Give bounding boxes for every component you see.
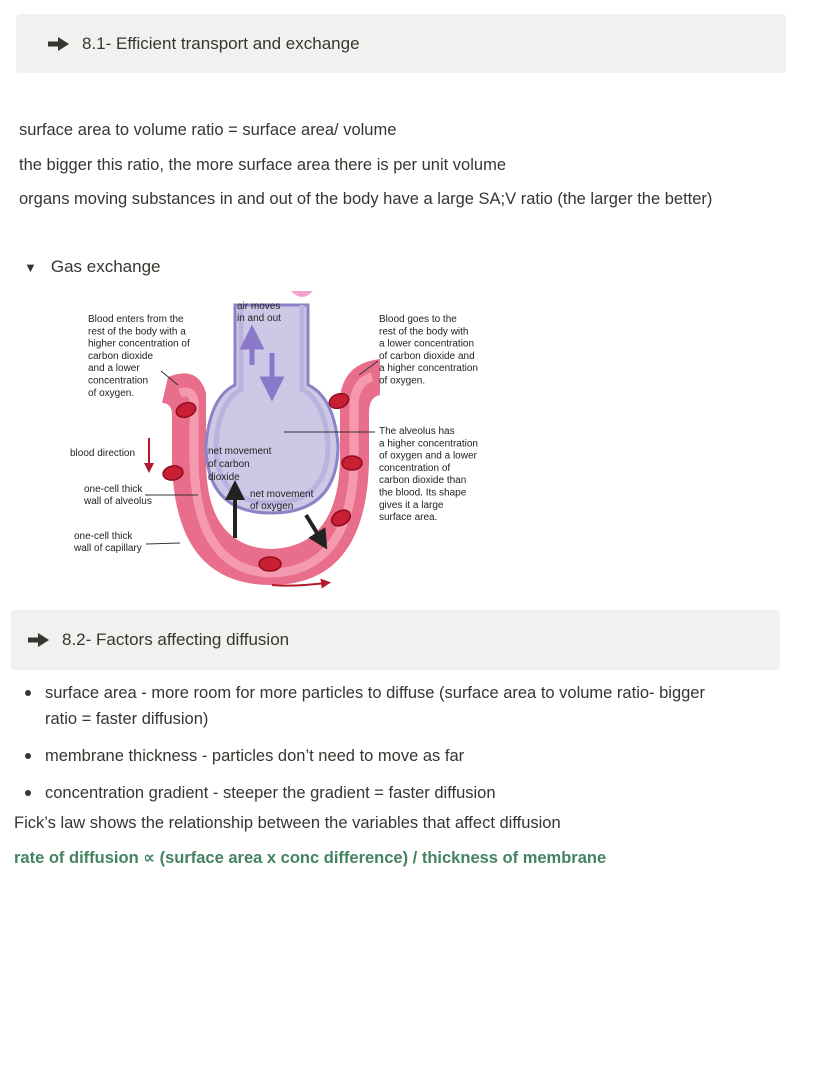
bullet-text: concentration gradient - steeper the gradient = faster diffusion <box>45 784 496 802</box>
paragraph-sa-v-ratio: surface area to volume ratio = surface area/ volume <box>19 121 397 139</box>
label-blood-goes: Blood goes to the rest of the body with a lower concentration of carbon dioxide and a higher concentration of oxygen. <box>379 314 478 387</box>
bullet-dot-icon <box>22 743 45 769</box>
label-wall-alveolus: one-cell thick wall of alveolus <box>84 484 152 507</box>
bullet-dot-icon <box>22 780 45 806</box>
gas-exchange-diagram <box>60 285 505 595</box>
paragraph-organs: organs moving substances in and out of the body have a large SA;V ratio (the larger the better) <box>19 190 713 208</box>
callout-section-8-2 <box>11 610 780 670</box>
paragraph-bigger-ratio: the bigger this ratio, the more surface area there is per unit volume <box>19 156 506 174</box>
toggle-gas-exchange[interactable] <box>24 257 161 277</box>
arrow-right-icon <box>48 37 70 51</box>
label-alveolus-note: The alveolus has a higher concentration of oxygen and a lower concentration of carbon dioxide than the blood. Its shape gives it a large surface area. <box>379 426 478 524</box>
alveolus-diagram-svg <box>60 285 505 595</box>
toggle-title: Gas exchange <box>50 257 161 276</box>
list-item <box>22 743 782 769</box>
callout-section-8-1 <box>16 14 786 73</box>
label-blood-direction: blood direction <box>70 448 136 459</box>
list-item <box>22 780 782 806</box>
bullet-text: surface area - more room for more particles to diffuse (surface area to volume ratio- bigger <box>45 684 705 702</box>
label-air-moves: air moves in and out <box>237 301 281 324</box>
bullet-list <box>22 680 782 817</box>
label-wall-capillary: one-cell thick wall of capillary <box>74 531 142 554</box>
label-net-co2: net movement of carbon dioxide <box>208 446 272 483</box>
label-blood-enters: Blood enters from the rest of the body with a higher concentration of carbon dioxide and a lower concentration of oxygen. <box>88 314 190 399</box>
section-8-2-title: 8.2- Factors affecting diffusion <box>62 630 290 649</box>
section-8-1-title: 8.1- Efficient transport and exchange <box>82 33 360 53</box>
bullet-dot-icon <box>22 680 45 732</box>
pink-blob <box>291 291 313 297</box>
list-item <box>22 680 782 732</box>
ficks-law-formula: rate of diffusion ∝ (surface area x conc difference) / thickness of membrane <box>14 849 607 867</box>
ficks-law-text: Fick’s law shows the relationship between the variables that affect diffusion <box>14 814 561 832</box>
toggle-triangle-icon[interactable]: ▼ <box>24 259 37 275</box>
label-net-o2: net movement of oxygen <box>250 489 314 512</box>
arrow-right-icon <box>28 633 50 647</box>
bullet-text-cont: ratio = faster diffusion) <box>45 710 209 728</box>
bullet-text: membrane thickness - particles don’t need to move as far <box>45 747 465 765</box>
